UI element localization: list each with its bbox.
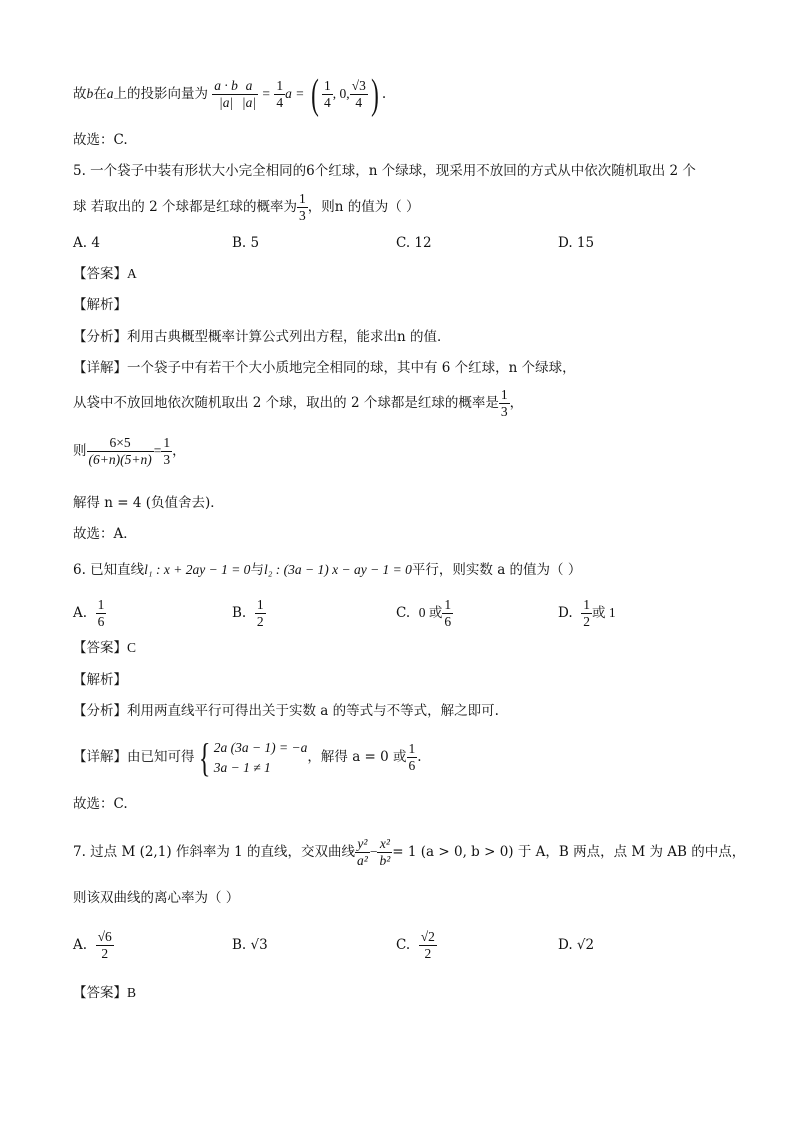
proj-frac-1: $\frac{a \cdot b}{|a|}$ — [214, 78, 238, 110]
q6-answer — [73, 639, 136, 657]
left-paren: ( — [311, 71, 319, 118]
q5-xiangjie — [73, 359, 576, 377]
proj-vec-a-2: a — [285, 86, 292, 101]
q5-option-a[interactable]: A. 4 — [73, 235, 100, 251]
q5-conclusion: 故选：A． — [73, 526, 137, 542]
eq-left-frac: $\frac{6\times 5}{(6+n)(5+n)}$ — [88, 435, 152, 467]
q7-option-d[interactable]: D. √2 — [558, 937, 595, 953]
xiangjie-text: 由已知可得 — [127, 749, 195, 765]
vec-a: a — [106, 86, 114, 101]
proj-frac-2: $\frac{a}{|a|}$ — [241, 78, 257, 110]
q5-option-d[interactable]: D. 15 — [558, 235, 595, 251]
q7-stem-tail: = 1 (a > 0, b > 0) 于 A，B 两点，点 M 为 AB 的中点， — [392, 844, 746, 860]
q7-option-a-frac: $\frac{√6}{2}$ — [97, 929, 112, 961]
minus-sign: − — [369, 844, 378, 859]
proj-mid: 在 — [93, 86, 107, 102]
q6-stem-prefix: 6. 已知直线 — [73, 562, 145, 578]
proj-vec-mid: , 0, — [332, 86, 350, 101]
answer-tag: 【答案】 — [73, 640, 127, 656]
xiangjie-tag: 【详解】 — [73, 749, 127, 765]
vec-b: b — [86, 86, 94, 101]
proj-text: 上的投影向量为 — [113, 86, 208, 102]
right-paren: ) — [370, 71, 379, 118]
q6-xiangjie: 【详解】由已知可得{ 2a (3a − 1) = −a 3a − 1 ≠ 1 ，解得 a = 0 或 $\frac{1}{6}$ . — [73, 734, 422, 780]
q6-option-a-frac: $\frac{1}{6}$ — [97, 597, 105, 629]
ans4-conclusion: 故选：C. — [73, 132, 128, 148]
q6-line-l1: l₁ : x + 2ay − 1 = 0 — [144, 562, 251, 577]
q6-with: 与 — [250, 562, 264, 578]
q5-equation — [73, 432, 186, 470]
system-brace: { — [198, 734, 210, 780]
fenxi-text: 利用古典概型概率计算公式列出方程，能求出n 的值． — [127, 329, 451, 345]
eq-right-frac: $\frac{1}{3}$ — [163, 435, 171, 467]
q6-option-d[interactable]: D. $\frac{1}{2}$ 或 1 — [558, 597, 616, 629]
proj-end: . — [381, 86, 387, 102]
q5-option-b[interactable]: B. 5 — [232, 235, 260, 251]
q5-solve: 解得 n = 4 (负值舍去)． — [73, 495, 224, 511]
q7-stem-prefix: 7. 过点 M (2,1) 作斜率为 1 的直线，交双曲线 — [73, 844, 356, 860]
fenxi-tag: 【分析】 — [73, 329, 127, 345]
q6-option-b-frac: $\frac{1}{2}$ — [256, 597, 264, 629]
answer-value: A — [127, 266, 137, 281]
q6-line-l2: l₂ : (3a − 1) x − ay − 1 = 0 — [263, 562, 412, 577]
q6-fenxi — [73, 702, 499, 720]
q5-stem-text: 球 若取出的 2 个球都是红球的概率为 — [73, 199, 297, 215]
projection-line — [73, 72, 386, 116]
q7-answer — [73, 984, 136, 1002]
q7-option-c-frac: $\frac{√2}{2}$ — [420, 929, 435, 961]
q5-answer — [73, 265, 137, 283]
xiangjie-tag: 【详解】 — [73, 360, 127, 376]
q7-option-a[interactable]: A. $\frac{√6}{2}$ — [73, 929, 112, 961]
q7-stem-line2: 则该双曲线的离心率为（ ） — [73, 890, 240, 906]
q7-option-c[interactable]: C. $\frac{√2}{2}$ — [396, 929, 435, 961]
q6-option-d-frac: $\frac{1}{2}$ — [583, 597, 590, 629]
q5-stem-tail: ，则n 的值为（ ） — [307, 199, 420, 215]
line-b-end: ， — [509, 395, 524, 411]
proj-eq-1: = — [262, 86, 271, 101]
q5-fenxi — [73, 328, 451, 346]
equation-system: 2a (3a − 1) = −a 3a − 1 ≠ 1 — [213, 739, 308, 775]
eq-sign: = — [153, 443, 162, 458]
q6-option-a[interactable]: A. $\frac{1}{6}$ — [73, 597, 105, 629]
answer-tag: 【答案】 — [73, 985, 127, 1001]
fenxi-text: 利用两直线平行可得出关于实数 a 的等式与不等式，解之即可. — [127, 703, 499, 719]
q5-line-b — [73, 384, 523, 422]
line-b-text: 从袋中不放回地依次随机取出 2 个球，取出的 2 个球都是红球的概率是 — [73, 395, 499, 411]
xiangjie-text: 一个袋子中有若干个大小质地完全相同的球，其中有 6 个红球，n 个绿球， — [127, 360, 576, 376]
fenxi-tag: 【分析】 — [73, 703, 127, 719]
proj-vec-x: $\frac{1}{4}$ — [324, 78, 331, 110]
eq-end: ， — [172, 443, 186, 459]
hyperbola-term-1: $\frac{\text{y²}}{\text{a²}}$ — [357, 836, 368, 868]
q6-analysis-tag: 【解析】 — [73, 672, 127, 688]
proj-eq-2: = — [296, 86, 304, 101]
hyperbola-term-2: $\frac{\text{x²}}{\text{b²}}$ — [379, 836, 391, 868]
proj-frac-3: $\frac{1}{4}$ — [276, 78, 284, 110]
q6-stem — [73, 561, 581, 579]
then-word: 则 — [73, 443, 87, 459]
q6-conclusion: 故选：C. — [73, 796, 128, 812]
xiangjie-result: ，解得 a = 0 或 — [307, 749, 407, 765]
proj-prefix: 故 — [73, 86, 87, 102]
q5-stem-line2 — [73, 188, 420, 226]
q6-option-c-frac: $\frac{1}{6}$ — [444, 597, 452, 629]
answer-value: C — [127, 640, 137, 655]
q6-option-c[interactable]: C. 0 或 $\frac{1}{6}$ — [396, 597, 452, 629]
line-b-frac: $\frac{1}{3}$ — [500, 387, 508, 419]
q6-stem-tail: 平行，则实数 a 的值为（ ） — [411, 562, 582, 578]
answer-tag: 【答案】 — [73, 266, 127, 282]
q7-option-b[interactable]: B. √3 — [232, 937, 268, 953]
q5-option-c[interactable]: C. 12 — [396, 235, 432, 251]
result-frac: $\frac{1}{6}$ — [408, 741, 416, 773]
q7-stem-line1 — [73, 832, 745, 872]
q5-prob-frac: $\frac{1}{3}$ — [298, 191, 306, 223]
q5-stem-line1: 5. 一个袋子中装有形状大小完全相同的6个红球，n 个绿球，现采用不放回的方式从中依次随机取出 2 个 — [73, 163, 696, 179]
q5-analysis-tag: 【解析】 — [73, 297, 127, 313]
answer-value: B — [127, 985, 137, 1000]
proj-vec-z: $\frac{√3}{4}$ — [351, 78, 366, 110]
q6-option-b[interactable]: B. $\frac{1}{2}$ — [232, 597, 264, 629]
